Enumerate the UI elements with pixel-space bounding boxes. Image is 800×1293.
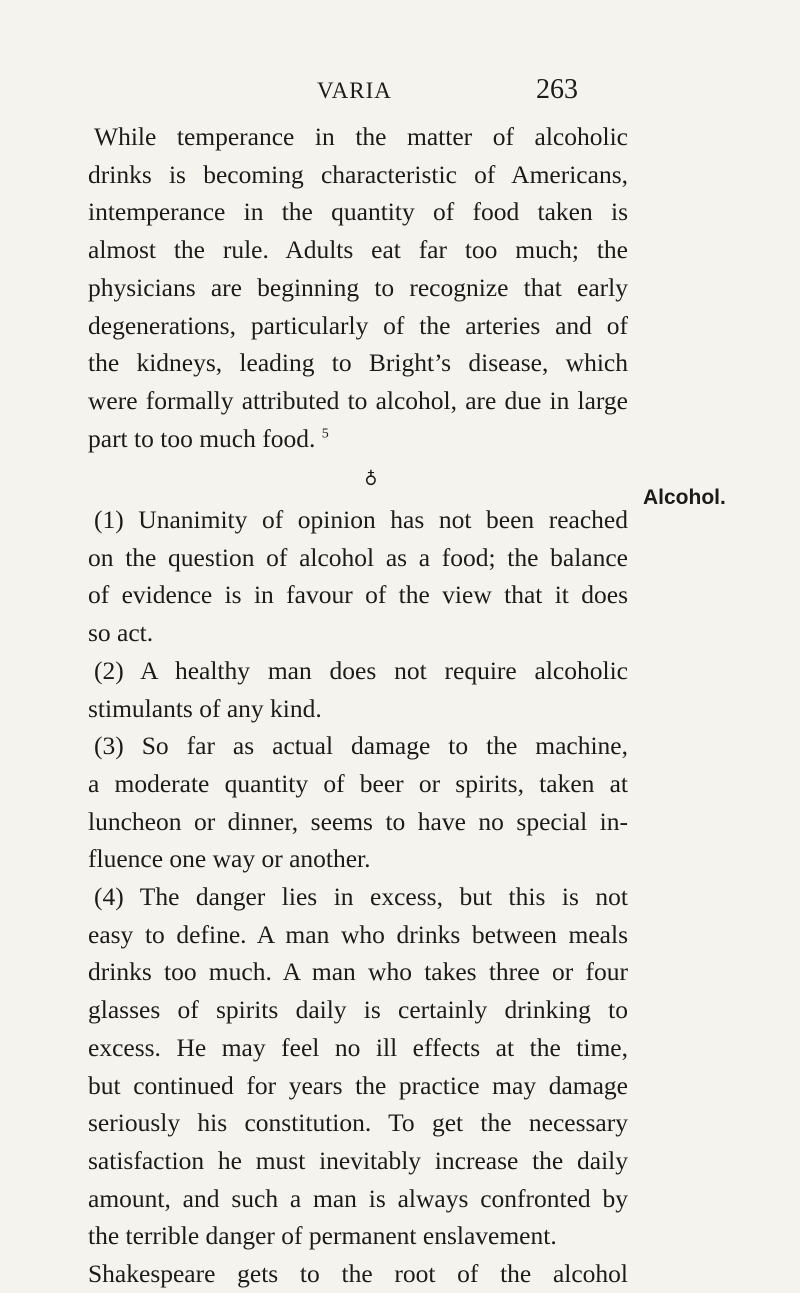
text-line: excess. He may feel no ill effects at the time,: [88, 1032, 628, 1062]
text-line: (3) So far as actual damage to the machine,: [94, 731, 628, 761]
text-line-last: [88, 420, 628, 458]
text-line: glasses of spirits daily is certainly drinking to: [88, 995, 628, 1025]
running-head: [0, 72, 800, 112]
point-3: [88, 727, 628, 878]
paragraph-temperance: [88, 118, 628, 457]
text-line: but continued for years the practice may damage: [88, 1070, 628, 1100]
text-line: the kidneys, leading to Bright’s disease, which: [88, 348, 628, 378]
page-number: 263: [536, 74, 578, 105]
text-line: intemperance in the quantity of food taken is: [88, 197, 628, 227]
text-line: so act.: [88, 618, 154, 648]
running-title: VARIA: [317, 78, 392, 103]
text-line: (4) The danger lies in excess, but this is not: [94, 882, 628, 912]
point-2: [88, 652, 628, 727]
text-line: stimulants of any kind.: [88, 693, 322, 723]
text-line: fluence one way or another.: [88, 844, 371, 874]
text-line: (2) A healthy man does not require alcoholic: [94, 655, 628, 685]
text-line: drinks is becoming characteristic of Americans,: [88, 159, 628, 189]
body-text: [88, 118, 628, 1293]
text-line: almost the rule. Adults eat far too much; the: [88, 235, 628, 265]
footnote-reference: 5: [321, 426, 329, 442]
text-line: seriously his constitution. To get the necessary: [88, 1108, 628, 1138]
margin-note-alcohol: Alcohol.: [643, 486, 726, 509]
text-line: degenerations, particularly of the arteries and of: [88, 310, 628, 340]
text-line: on the question of alcohol as a food; the balance: [88, 542, 628, 572]
text-line: of evidence is in favour of the view that it does: [88, 580, 628, 610]
text-line: (1) Unanimity of opinion has not been reached: [94, 505, 628, 535]
section-ornament: ♁: [364, 467, 378, 488]
text-line: a moderate quantity of beer or spirits, taken at: [88, 768, 628, 798]
text-line: Shakespeare gets to the root of the alcohol: [88, 1259, 628, 1289]
text-line: physicians are beginning to recognize that early: [88, 272, 628, 302]
text-line: satisfaction he must inevitably increase the daily: [88, 1145, 628, 1175]
text-line: easy to define. A man who drinks between meals: [88, 919, 628, 949]
point-1: [88, 501, 628, 652]
text-line: luncheon or dinner, seems to have no special in-: [88, 806, 628, 836]
text-line: the terrible danger of permanent enslavement.: [88, 1221, 557, 1251]
text-line: drinks too much. A man who takes three or four: [88, 957, 628, 987]
text-line: While temperance in the matter of alcoholic: [94, 122, 628, 151]
text-line-content: part to too much food.: [88, 423, 316, 453]
text-line: were formally attributed to alcohol, are due in large: [88, 385, 628, 415]
text-line: amount, and such a man is always confronted by: [88, 1183, 628, 1213]
